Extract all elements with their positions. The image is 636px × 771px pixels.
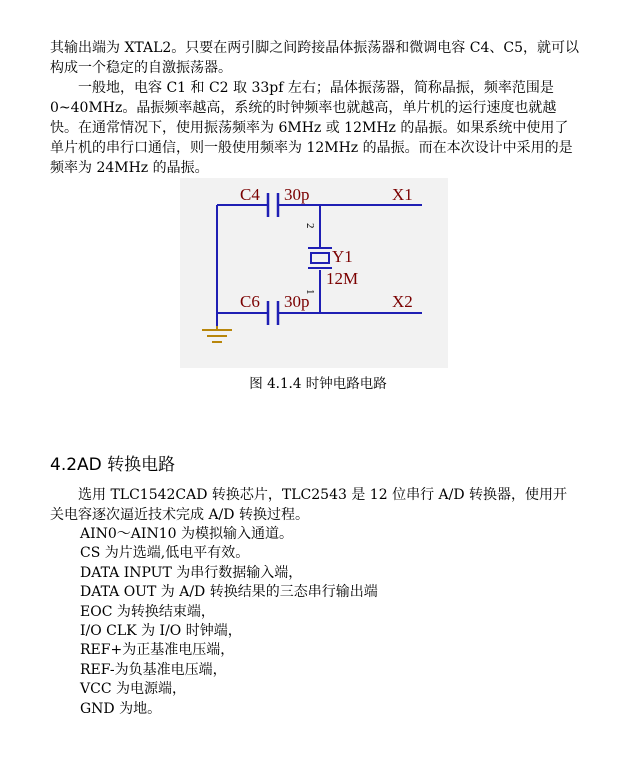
crystal-value: 12M [326, 269, 359, 288]
list-item: CS 为片选端,低电平有效。 [80, 545, 250, 562]
paragraph-crystal-frequency: 一般地，电容 C1 和 C2 取 33pf 左右；晶体振荡器，简称晶振，频率范围是 0~40MHz。晶振频率越高，系统的时钟频率也就越高，单片机的运行速度也就越快。在通常情况下，使用振荡频率为 6MHz 或 12MHz 的晶振。如果系统中使用了单片机的串行口通信，则一般使用频率为 12MHz 的晶振。而在本次设计中采用的是频率为 24MHz 的晶振。 [50, 80, 573, 176]
figure-caption: 图 4.1.4 时钟电路电路 [249, 376, 387, 392]
c4-value: 30p [284, 185, 310, 204]
crystal-pin-2: 2 [304, 223, 316, 229]
pin-description-list [80, 525, 378, 719]
list-item: AIN0～AIN10 为模拟输入通道。 [80, 526, 293, 542]
x1-label: X1 [392, 185, 413, 204]
c6-value: 30p [284, 292, 310, 311]
clock-circuit-figure [180, 178, 448, 368]
list-item: DATA INPUT 为串行数据输入端， [80, 564, 303, 581]
list-item: REF+为正基准电压端， [80, 642, 235, 659]
section-title: 4.2AD 转换电路 [50, 455, 176, 476]
crystal-body [311, 253, 329, 263]
list-item: I/O CLK 为 I/O 时钟端， [80, 623, 242, 640]
list-item: REF-为负基准电压端， [80, 661, 227, 678]
clock-circuit-diagram [180, 178, 448, 368]
ground-icon [202, 326, 232, 342]
x2-label: X2 [392, 292, 413, 311]
list-item: EOC 为转换结束端， [80, 603, 215, 620]
crystal-label: Y1 [332, 247, 353, 266]
c6-label: C6 [240, 292, 260, 311]
paragraph-ad-intro: 选用 TLC1542CAD 转换芯片，TLC2543 是 12 位串行 A/D 转换器，使用开关电容逐次逼近技术完成 A/D 转换过程。 [50, 487, 568, 523]
c4-label: C4 [240, 185, 260, 204]
list-item: GND 为地。 [80, 700, 162, 717]
crystal-pin-1: 1 [304, 289, 316, 295]
list-item: DATA OUT 为 A/D 转换结果的三态串行输出端 [80, 584, 378, 601]
paragraph-xtal: 其输出端为 XTAL2。只要在两引脚之间跨接晶体振荡器和微调电容 C4、C5，就可以构成一个稳定的自激振荡器。 [50, 40, 579, 76]
list-item: VCC 为电源端， [80, 681, 186, 698]
